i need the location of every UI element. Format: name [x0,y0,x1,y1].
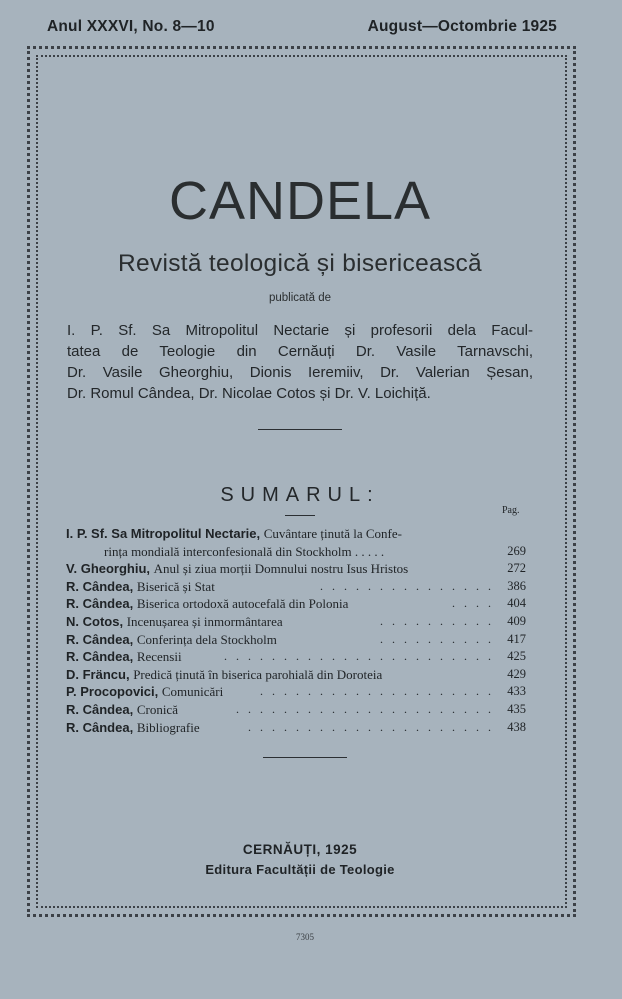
toc-entry [66,666,532,684]
table-of-contents [66,525,532,736]
toc-entry [66,701,532,719]
toc-entry [66,683,532,701]
toc-author: R. Cândea, [66,631,134,647]
toc-leader-dots: . . . . . . . . . . . . . . . [320,578,494,593]
divider-rule-small [285,515,315,516]
editors-line: Dr. Vasile Gheorghiu, Dionis Ieremiiv, Dr. Valerian Șesan, [67,364,533,381]
toc-author: R. Cândea, [66,719,134,735]
toc-author: V. Gheorghiu, [66,561,151,577]
toc-leader-dots: . . . . . . . . . . . . . . . . . . . . . . [236,701,494,716]
editors-line: tatea de Teologie din Cernăuți Dr. Vasile Tarnavschi, [67,343,533,360]
toc-title: Cuvântare ținută la Confe- [263,526,402,541]
journal-title: CANDELA [168,171,432,231]
toc-leader-dots: . . . . . . . . . . . . . . . . . . . . . [248,719,494,734]
issue-number: Anul XXXVI, No. 8—10 [47,18,215,35]
toc-entry-continuation [66,543,532,561]
published-by-label: publicată de [268,292,332,304]
toc-title: Bibliografie [136,719,200,735]
toc-title: Recensii [136,649,182,665]
toc-author: D. Fräncu, [66,666,130,682]
toc-entry [66,719,532,737]
toc-leader-dots: . . . . . . . . . . [380,613,494,628]
toc-page: 438 [507,719,526,734]
toc-page: 404 [507,596,526,611]
toc-page: 425 [507,649,526,664]
toc-page: 435 [507,701,526,716]
toc-leader-dots: . . . . . . . . . . . . . . . . . . . . . . . [224,649,494,664]
editors-line: Dr. Romul Cândea, Dr. Nicolae Cotos și Dr. V. Loichiță. [67,385,431,402]
toc-author: R. Cândea, [66,578,134,594]
toc-title: Incenușarea și inmormântarea [126,613,283,629]
toc-author: R. Cândea, [66,596,134,612]
toc-author: N. Cotos, [66,613,124,629]
toc-leader-dots: . . . . . . . . . . [380,631,494,646]
divider-rule [258,429,342,430]
toc-entry [66,595,532,613]
imprint-place: CERNĂUȚI, 1925 [242,842,358,857]
toc-author: I. P. Sf. Sa Mitropolitul Nectarie, [66,526,261,541]
toc-title: rința mondială interconfesională din Stockholm . . . . . [104,543,385,559]
issue-header [47,18,557,40]
toc-entry [66,560,532,578]
toc-title: Anul și ziua morții Domnului nostru Isus Hristos [153,561,409,577]
toc-page: 433 [507,684,526,699]
toc-entry [66,578,532,596]
toc-leader-dots: . . . . [452,596,494,611]
toc-author: R. Cândea, [66,701,134,717]
toc-leader-dots: . . . . . . . . . . . . . . . . . . . . [260,684,494,699]
toc-page: 409 [507,613,526,628]
imprint-publisher: Editura Facultății de Teologie [205,862,395,877]
toc-page: 269 [507,543,526,558]
toc-page: 417 [507,631,526,646]
library-stamp: 7305 [296,932,314,942]
toc-entry [66,613,532,631]
toc-title: Biserica ortodoxă autocefală din Polonia [136,596,349,612]
journal-subtitle: Revistă teologică și bisericească [118,250,482,277]
toc-entry [66,648,532,666]
issue-date: August—Octombrie 1925 [367,18,557,35]
toc-entry [66,631,532,649]
contents-heading: SUMARUL: [220,484,380,506]
toc-title: Cronică [136,701,178,717]
toc-page: 429 [507,666,526,681]
divider-rule [263,757,347,758]
toc-title: Biserică și Stat [136,578,215,594]
toc-title: Conferința dela Stockholm [136,631,277,647]
toc-title: Comunicări [161,684,224,700]
toc-title: Predică ținută în biserica parohială din Doroteia [133,666,383,682]
toc-page: 272 [507,561,526,576]
editors-paragraph [67,320,533,404]
editors-line: I. P. Sf. Sa Mitropolitul Nectarie și profesorii dela Facul- [67,322,533,339]
toc-entry [66,525,532,543]
toc-author: P. Procopovici, [66,684,159,700]
toc-author: R. Cândea, [66,649,134,665]
toc-page: 386 [507,578,526,593]
page-column-label: Pag. [502,505,520,516]
